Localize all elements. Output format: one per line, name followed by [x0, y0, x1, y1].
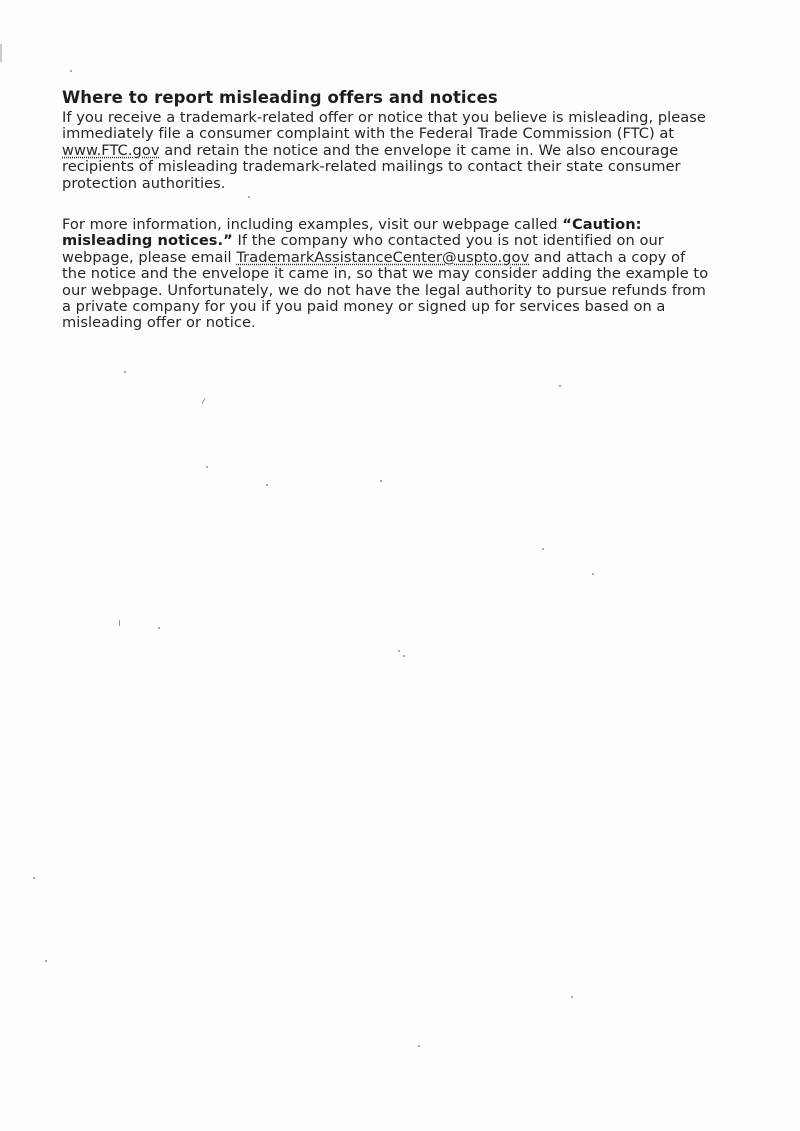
more-info-middle: If the company who contacted you is not identified on our webpage, please email [62, 232, 664, 266]
scan-speck [70, 70, 72, 72]
more-info-intro: For more information, including examples, visit our webpage called [62, 216, 563, 234]
scan-speck [571, 996, 573, 998]
scan-speck [592, 573, 594, 575]
scan-speck [266, 484, 268, 486]
scan-speck [158, 627, 160, 629]
more-info-closing: and attach a copy of the notice and the envelope it came in, so that we may consider adding the example to our webpage. Unfortunately, we do not have the legal authority to pursue refunds from a private company for you if you paid money or signed up for services based on a misleading offer or notice. [62, 248, 709, 332]
scan-speck [206, 466, 208, 468]
scan-speck [45, 960, 47, 962]
notice-section [62, 86, 712, 332]
report-paragraph-intro: If you receive a trademark-related offer or notice that you believe is misleading, please immediately file a consumer complaint with the Federal Trade Commission (FTC) at [62, 109, 706, 143]
scan-speck [380, 480, 382, 482]
report-paragraph [62, 110, 712, 192]
scan-speck [124, 371, 126, 373]
scan-speck [559, 385, 561, 387]
more-info-paragraph [62, 217, 712, 332]
assistance-email-link[interactable]: TrademarkAssistanceCenter@uspto.gov [236, 248, 530, 266]
scan-edge-mark [0, 44, 2, 62]
ftc-link[interactable]: www.FTC.gov [62, 141, 160, 159]
scan-speck [33, 877, 35, 879]
scan-speck [418, 1045, 420, 1047]
scan-speck [398, 650, 400, 652]
scan-speck [202, 398, 206, 404]
notice-heading: Where to report misleading offers and notices [62, 88, 498, 107]
scan-speck [119, 620, 120, 626]
scan-speck [542, 548, 544, 550]
caution-webpage-name: “Caution: misleading notices.” [62, 216, 642, 250]
scan-speck [248, 196, 250, 198]
scan-speck [403, 655, 405, 657]
report-paragraph-closing: and retain the notice and the envelope it came in. We also encourage recipients of misleading trademark-related mailings to contact their state consumer protection authorities. [62, 141, 681, 192]
